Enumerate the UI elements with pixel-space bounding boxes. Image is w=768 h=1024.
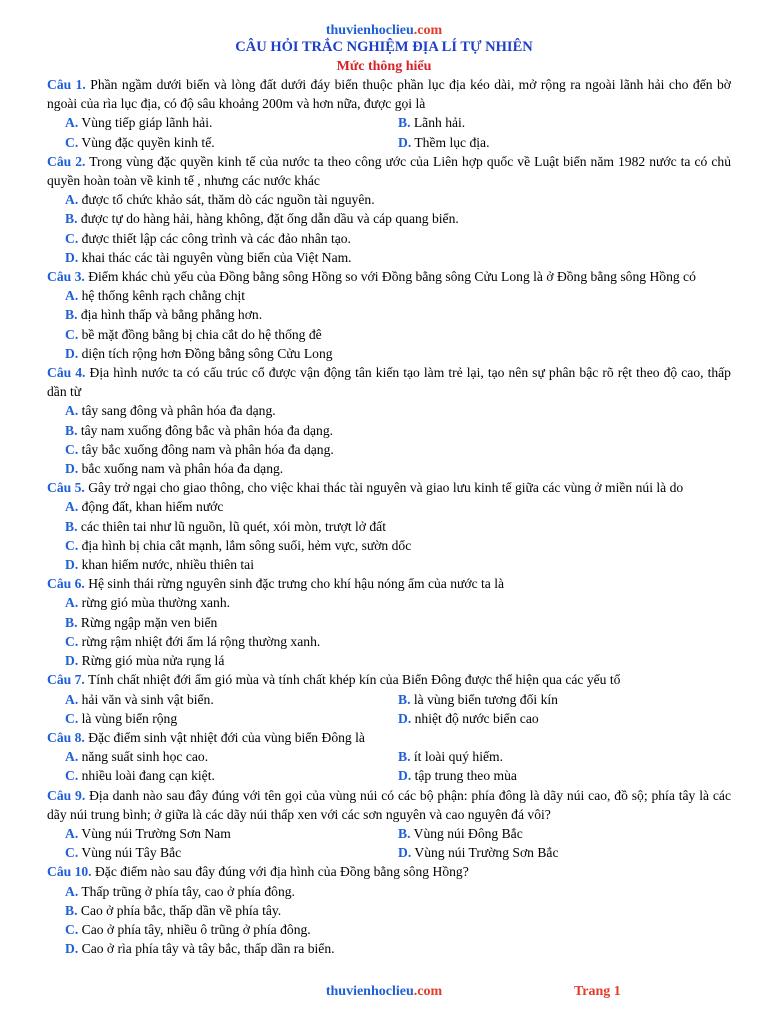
option-c: C. được thiết lập các công trình và các đảo nhân tạo. bbox=[65, 230, 351, 246]
question-9 bbox=[47, 786, 731, 863]
option-a: A. tây sang đông và phân hóa đa dạng. bbox=[65, 403, 276, 419]
question-6 bbox=[47, 574, 731, 670]
option-c: C. tây bắc xuống đông nam và phân hóa đa dạng. bbox=[65, 441, 334, 457]
option-d: D. nhiệt độ nước biển cao bbox=[398, 710, 539, 726]
option-a: A. năng suất sinh học cao. bbox=[65, 749, 209, 765]
option-b: B. Cao ở phía bắc, thấp dần về phía tây. bbox=[65, 902, 282, 918]
option-d: D. tập trung theo mùa bbox=[398, 768, 517, 784]
question-text: Đặc điểm nào sau đây đúng với địa hình của Đồng bằng sông Hồng? bbox=[94, 864, 469, 880]
site-footer bbox=[0, 982, 768, 1001]
option-c: C. Cao ở phía tây, nhiều ô trũng ở phía đông. bbox=[65, 921, 311, 937]
question-text: Điểm khác chủ yếu của Đồng bằng sông Hồng so với Đồng bằng sông Cửu Long là ở Đồng bằng sông Hồng có bbox=[88, 269, 696, 285]
question-10 bbox=[47, 862, 731, 958]
option-a: A. động đất, khan hiếm nước bbox=[65, 499, 224, 515]
option-d: D. khan hiếm nước, nhiều thiên tai bbox=[65, 557, 254, 573]
site-name: thuvienhoclieu bbox=[325, 984, 414, 999]
option-a: A. Vùng núi Trường Sơn Nam bbox=[65, 825, 231, 841]
question-text: Hệ sinh thái rừng nguyên sinh đặc trưng cho khí hậu nóng ẩm của nước ta là bbox=[88, 576, 505, 592]
document-title: CÂU HỎI TRẮC NGHIỆM ĐỊA LÍ TỰ NHIÊN bbox=[235, 39, 533, 55]
question-text: Đặc điểm sinh vật nhiệt đới của vùng biển Đông là bbox=[88, 729, 365, 745]
option-b: B. địa hình thấp và bằng phẳng hơn. bbox=[65, 307, 263, 323]
option-c: C. Vùng đặc quyền kinh tế. bbox=[65, 134, 215, 150]
option-d: D. Thềm lục địa. bbox=[398, 134, 490, 150]
option-b: B. được tự do hàng hải, hàng không, đặt ống dẫn dầu và cáp quang biển. bbox=[65, 211, 459, 227]
option-d: D. khai thác các tài nguyên vùng biển của Việt Nam. bbox=[65, 249, 352, 265]
question-1 bbox=[47, 75, 731, 152]
option-a: A. được tổ chức khảo sát, thăm dò các nguồn tài nguyên. bbox=[65, 192, 375, 208]
option-c: C. nhiều loài đang cạn kiệt. bbox=[65, 768, 215, 784]
question-label: Câu 2. bbox=[47, 153, 86, 169]
question-label: Câu 9. bbox=[47, 787, 86, 803]
question-text: Phần ngầm dưới biển và lòng đất dưới đáy biển thuộc phần lục địa kéo dài, mở rộng ra ngoài lãnh hải cho đến bờ ngoài của rìa lục địa, có độ sâu khoảng 200m và hơn nữa, được gọi là bbox=[47, 77, 731, 112]
option-a: A. hệ thống kênh rạch chằng chịt bbox=[65, 288, 246, 304]
question-list bbox=[47, 75, 731, 958]
option-a: A. hải văn và sinh vật biển. bbox=[65, 691, 214, 707]
option-b: B. là vùng biển tương đối kín bbox=[398, 691, 558, 707]
site-name: thuvienhoclieu bbox=[325, 23, 414, 38]
option-c: C. là vùng biển rộng bbox=[65, 710, 178, 726]
option-a: A. Vùng tiếp giáp lãnh hải. bbox=[65, 115, 213, 131]
option-c: C. Vùng núi Tây Bắc bbox=[65, 845, 182, 861]
question-label: Câu 3. bbox=[47, 269, 85, 285]
question-text: Địa danh nào sau đây đúng với tên gọi của vùng núi có các bộ phận: phía đông là dãy núi cao, đồ sộ; phía tây là các dãy núi trung bình; ở giữa là các dãy núi thấp xen với các sơn nguyên và cao nguyên đá vôi? bbox=[47, 787, 731, 822]
option-c: C. rừng rậm nhiệt đới ẩm lá rộng thường xanh. bbox=[65, 633, 321, 649]
site-domain: .com bbox=[413, 984, 443, 999]
question-text: Tính chất nhiệt đới ẩm gió mùa và tính chất khép kín của Biển Đông được thể hiện qua các yếu tố bbox=[87, 672, 621, 688]
question-3 bbox=[47, 267, 731, 363]
option-d: D. bắc xuống nam và phân hóa đa dạng. bbox=[65, 461, 284, 477]
question-label: Câu 10. bbox=[47, 864, 92, 880]
option-b: B. tây nam xuống đông bắc và phân hóa đa dạng. bbox=[65, 422, 334, 438]
option-b: B. ít loài quý hiếm. bbox=[398, 749, 503, 765]
question-label: Câu 5. bbox=[47, 480, 85, 496]
site-domain: .com bbox=[413, 23, 443, 38]
option-b: B. Vùng núi Đông Bắc bbox=[398, 825, 523, 841]
question-4 bbox=[47, 363, 731, 478]
question-text: Gây trở ngại cho giao thông, cho việc khai thác tài nguyên và giao lưu kinh tế giữa các vùng ở miền núi là do bbox=[88, 480, 684, 496]
option-c: C. địa hình bị chia cắt mạnh, lắm sông suối, hẻm vực, sườn dốc bbox=[65, 537, 412, 553]
option-c: C. bề mặt đồng bằng bị chia cắt do hệ thống đê bbox=[65, 326, 322, 342]
question-2 bbox=[47, 152, 731, 267]
question-label: Câu 4. bbox=[47, 365, 86, 381]
question-text: Trong vùng đặc quyền kinh tế của nước ta theo công ước của Liên hợp quốc về Luật biển năm 1982 nước ta có chủ quyền hoàn toàn về kinh tế , nhưng các nước khác bbox=[47, 153, 731, 189]
question-7 bbox=[47, 670, 731, 728]
option-d: D. Cao ở rìa phía tây và tây bắc, thấp dần ra biển. bbox=[65, 941, 335, 957]
option-d: D. Rừng gió mùa nửa rụng lá bbox=[65, 653, 225, 669]
option-b: B. Lãnh hải. bbox=[398, 115, 466, 131]
option-b: B. các thiên tai như lũ nguồn, lũ quét, xói mòn, trượt lở đất bbox=[65, 518, 386, 534]
question-label: Câu 8. bbox=[47, 729, 85, 745]
question-5 bbox=[47, 478, 731, 574]
question-label: Câu 7. bbox=[47, 672, 85, 688]
question-text: Địa hình nước ta có cấu trúc cổ được vận động tân kiến tạo làm trẻ lại, tạo nên sự phân bậc rõ rệt theo độ cao, thấp dần từ bbox=[47, 365, 731, 400]
option-d: D. Vùng núi Trường Sơn Bắc bbox=[398, 845, 559, 861]
document-subtitle: Mức thông hiểu bbox=[336, 59, 432, 74]
option-d: D. diện tích rộng hơn Đồng bằng sông Cửu Long bbox=[65, 345, 333, 361]
option-b: B. Rừng ngập mặn ven biển bbox=[65, 614, 218, 630]
option-a: A. rừng gió mùa thường xanh. bbox=[65, 595, 231, 611]
page-number: Trang 1 bbox=[574, 984, 621, 999]
option-a: A. Thấp trũng ở phía tây, cao ở phía đông. bbox=[65, 883, 295, 899]
question-8 bbox=[47, 728, 731, 786]
question-label: Câu 1. bbox=[47, 77, 86, 92]
question-label: Câu 6. bbox=[47, 576, 85, 592]
